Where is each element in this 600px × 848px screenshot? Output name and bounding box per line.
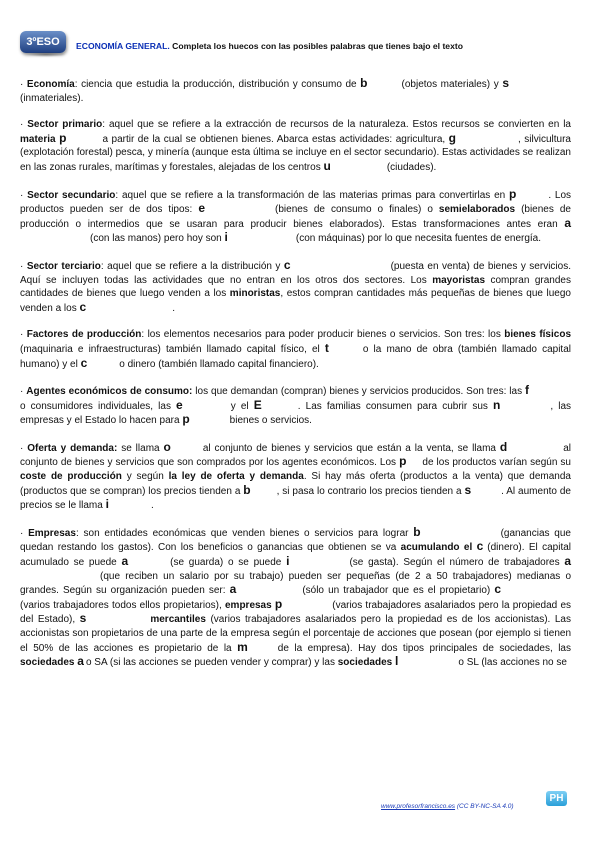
- paragraph-text: , silvicultura (explotación forestal) pesca, y minería (aunque esta última se incluye en el sector secundario). Estas actividades se realizan en las zonas rurales, marítimas y forestales, alejadas de los centros: [20, 133, 571, 173]
- license-text: (CC BY-NC-SA 4.0): [456, 803, 514, 810]
- bold-term: la ley de oferta y demanda: [168, 471, 304, 483]
- paragraph-text: . Las familias consumen para cubrir sus: [297, 400, 493, 412]
- bold-term: bienes físicos: [504, 329, 572, 341]
- paragraph-text: (sólo un trabajador que es el propietario): [302, 585, 495, 597]
- paragraph-text: o dinero (también llamado capital financiero).: [119, 358, 319, 370]
- bold-term: Oferta y demanda:: [27, 442, 118, 454]
- paragraph-text: o consumidores individuales, las: [20, 400, 177, 412]
- blank-initial-letter: a: [564, 554, 572, 569]
- blank-initial-letter: c: [80, 355, 88, 370]
- paragraph-text: (objetos materiales) y: [401, 79, 503, 90]
- paragraph-text: : son entidades económicas que venden bienes o servicios para lograr: [75, 527, 414, 539]
- blank-initial-letter: b: [413, 524, 421, 539]
- blank-initial-letter: a: [121, 554, 129, 569]
- blank-initial-letter: p: [274, 596, 283, 611]
- bold-term: Factores de producción: [26, 329, 142, 341]
- paragraph-text: (maquinaria e infraestructuras) también llamado capital físico, el: [20, 343, 325, 355]
- paragraph-text: ·: [20, 329, 27, 341]
- paragraph-text: ·: [20, 386, 27, 398]
- worksheet-instruction: Completa los huecos con las posibles palabras que tienes bajo el texto: [172, 41, 463, 51]
- paragraph-text: ·: [20, 527, 29, 539]
- paragraph: [20, 384, 571, 428]
- paragraph-text: se llama: [117, 442, 164, 454]
- paragraph-text: o la mano de obra (también llamado capital humano) y el: [20, 343, 571, 370]
- paragraph: [20, 77, 571, 105]
- logo-shadow: [26, 52, 66, 57]
- blank-initial-letter: n: [493, 397, 501, 412]
- paragraph-text: (que reciben un salario por su trabajo) pueden ser pequeñas (de 2 a 50 trabajadores) medianas o grandes. Según su organización pueden ser:: [20, 570, 571, 597]
- paragraph-text: , las empresas y el Estado lo hacen para: [20, 400, 572, 427]
- paragraph-text: o SL (las acciones no se: [458, 657, 567, 669]
- blank-initial-letter: s: [502, 76, 509, 90]
- paragraph-text: (inmateriales).: [20, 92, 84, 104]
- paragraph: [20, 118, 571, 174]
- blank-initial-letter: b: [360, 76, 368, 90]
- bold-term: Sector terciario: [26, 260, 101, 272]
- blank-initial-letter: E: [253, 397, 262, 412]
- bold-term: mayoristas: [432, 274, 486, 286]
- paragraph-text: (se gasta). Según el número de trabajadores: [349, 557, 565, 569]
- paragraph-text: . Los productos pueden ser de dos tipos:: [20, 189, 572, 216]
- bold-term: empresas: [224, 599, 272, 611]
- blank-initial-letter: e: [176, 397, 183, 412]
- blank-initial-letter: l: [395, 654, 399, 669]
- paragraph-text: (dinero). El capital acumulado se puede: [20, 542, 572, 569]
- blank-initial-letter: a: [229, 582, 237, 597]
- bold-term: Sector primario: [27, 119, 103, 131]
- paragraph-text: (se guarda) o se puede: [170, 557, 287, 569]
- paragraph-text: (varios trabajadores todos ellos propietarios),: [20, 599, 225, 611]
- paragraph-text: ·: [20, 189, 28, 201]
- paragraph-text: .: [172, 302, 175, 314]
- paragraph-text: .: [150, 500, 154, 512]
- blank-initial-letter: p: [59, 130, 67, 145]
- paragraph: [20, 441, 571, 513]
- paragraph-text: : los elementos necesarios para poder producir bienes o servicios. Son tres: los: [141, 329, 505, 341]
- blank-initial-letter: p: [399, 454, 407, 469]
- blank-initial-letter: c: [283, 257, 291, 272]
- paragraph-text: : aquel que se refiere a la extracción de recursos de la naturaleza. Estos recursos se convierten en la: [102, 119, 571, 131]
- paragraph-text: (bienes de consumo o finales) o: [275, 204, 439, 216]
- blank-initial-letter: s: [79, 611, 87, 626]
- bold-term: Agentes económicos de consumo:: [26, 386, 193, 398]
- paragraph-text: (bienes de producción o intermedios que se usaran para producir bienes elaborados). Estas transformaciones antes eran: [20, 204, 571, 230]
- paragraph-text: (varios trabajadores asalariados pero la propiedad es del Estado),: [20, 599, 572, 626]
- paragraph-text: ·: [20, 119, 28, 131]
- paragraph-text: ·: [20, 79, 27, 90]
- blank-initial-letter: e: [198, 201, 206, 216]
- bold-term: semielaborados: [438, 204, 516, 216]
- blank-initial-letter: i: [105, 497, 109, 512]
- blank-initial-letter: b: [243, 482, 251, 497]
- paragraph-text: a partir de la cual se obtienen bienes. Abarca estas actividades: agricultura,: [102, 133, 449, 145]
- paragraph-text: al conjunto de bienes y servicios que están a la venta, se llama: [202, 442, 500, 454]
- blank-initial-letter: o: [163, 439, 171, 454]
- paragraph: [20, 526, 571, 670]
- bold-term: sociedades: [20, 657, 75, 669]
- course-logo: 3ºESO: [20, 31, 66, 53]
- blank-initial-letter: c: [79, 299, 87, 314]
- paragraph-text: (con las manos) pero hoy son: [90, 233, 225, 245]
- paragraph-text: al conjunto de bienes y servicios que son comprados por los agentes económicos. Los: [20, 442, 572, 469]
- blank-initial-letter: p: [182, 412, 190, 427]
- paragraph-text: (puesta en venta) de bienes y servicios. Aquí se incluyen todas las actividades que no entran en los otros dos sectores. Los: [20, 260, 571, 286]
- paragraph: [20, 188, 571, 246]
- blank-initial-letter: d: [499, 439, 508, 454]
- paragraph-text: . Al aumento de precios se le llama: [20, 485, 571, 512]
- paragraph-text: (ganancias que quedan restando los gastos). Con los beneficios o ganancias que obtienen se va: [20, 527, 571, 554]
- blank-initial-letter: m: [237, 639, 248, 654]
- paragraph-text: . Si hay más oferta (productos a la venta) que demanda (productos que se compran) los precios tienden a: [20, 471, 571, 497]
- paragraph: [20, 328, 571, 371]
- paragraph: [20, 259, 571, 315]
- paragraph-text: ·: [20, 260, 27, 272]
- paragraph-text: : aquel que se refiere a la transformación de las materias primas para convertirlas en: [115, 189, 509, 201]
- blank-initial-letter: t: [324, 340, 329, 355]
- blank-initial-letter: g: [448, 130, 457, 145]
- header-text: [76, 41, 463, 51]
- paragraph-text: los que demandan (compran) bienes y servicios producidos. Son tres: las: [192, 386, 526, 398]
- bold-term: minoristas: [229, 288, 281, 300]
- paragraph-text: , si pasa lo contrario los precios tienden a: [276, 485, 465, 497]
- page-header: [0, 28, 600, 58]
- bold-term: sociedades: [337, 657, 393, 669]
- paragraph-text: (ciudades).: [386, 161, 437, 173]
- worksheet-title: ECONOMÍA GENERAL.: [76, 41, 170, 51]
- blank-initial-letter: c: [494, 582, 501, 597]
- footer-credit: [381, 803, 514, 810]
- bold-term: coste de producción: [20, 471, 122, 483]
- blank-initial-letter: c: [476, 539, 484, 554]
- worksheet-body: [20, 77, 571, 683]
- paragraph-text: (varios trabajadores asalariados pero la propiedad es de los accionistas). Las accionistas son propietarios de una parte de la empresa según el porcentaje de acciones que posean (por ejemplo si tienen el 50% de las acciones es propietario de la: [20, 614, 571, 654]
- bold-term: materia: [20, 133, 56, 145]
- bold-term: Economía: [26, 79, 75, 90]
- paragraph-text: y según: [121, 471, 169, 483]
- blank-initial-letter: a: [77, 654, 84, 669]
- paragraph-text: o SA (si las acciones se pueden vender y comprar) y las: [85, 657, 338, 669]
- paragraph-text: de la empresa). Hay dos tipos principales de sociedades, las: [277, 642, 571, 654]
- bold-term: mercantiles: [150, 614, 206, 626]
- blank-initial-letter: i: [286, 554, 290, 569]
- ph-logo-badge: PH: [546, 791, 567, 806]
- bold-term: Sector secundario: [27, 189, 116, 201]
- bold-term: Empresas: [28, 527, 76, 539]
- paragraph-text: ·: [20, 442, 28, 454]
- paragraph-text: de los productos varían según su: [422, 457, 571, 469]
- paragraph-text: : ciencia que estudia la producción, distribución y consumo de: [74, 79, 361, 90]
- blank-initial-letter: p: [508, 186, 517, 201]
- bold-term: acumulando el: [400, 542, 473, 554]
- blank-initial-letter: s: [464, 482, 472, 497]
- paragraph-text: compran grandes cantidades de bienes que luego venden a los: [20, 274, 571, 300]
- blank-initial-letter: u: [323, 158, 331, 173]
- paragraph-text: y el: [230, 400, 254, 412]
- paragraph-text: : aquel que se refiere a la distribución y: [100, 260, 284, 272]
- paragraph-text: bienes o servicios.: [229, 415, 312, 427]
- blank-initial-letter: a: [564, 215, 571, 230]
- website-link[interactable]: www.profesorfrancisco.es: [381, 803, 456, 810]
- blank-initial-letter: f: [525, 383, 530, 398]
- paragraph-text: (con máquinas) por lo que necesita fuentes de energía.: [295, 233, 542, 245]
- blank-initial-letter: i: [224, 230, 228, 245]
- paragraph-text: , estos compran cantidades más pequeñas de bienes que luego venden a los: [20, 288, 571, 314]
